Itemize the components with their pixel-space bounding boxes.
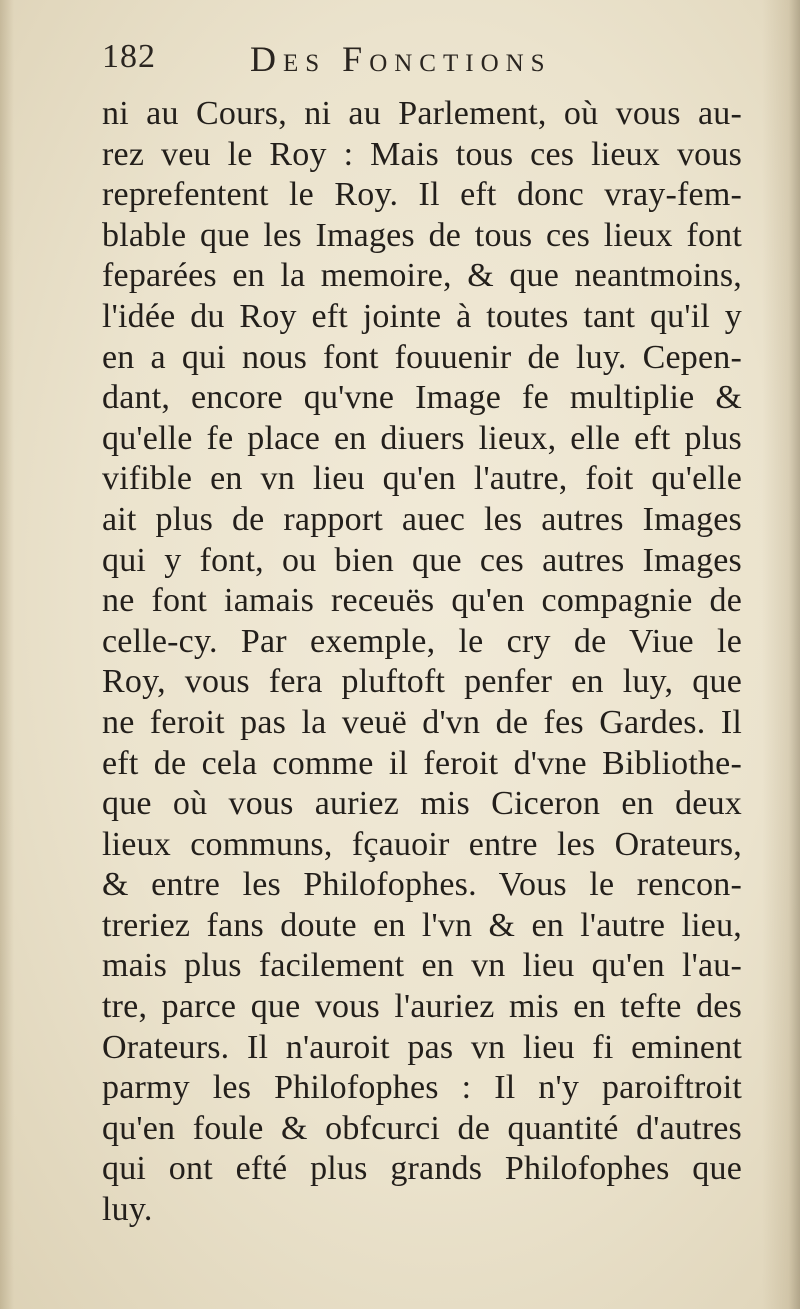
text-line: vifible en vn lieu qu'en l'autre, foit qu'elle: [102, 460, 742, 498]
text-line: & entre les Philofophes. Vous le rencon-: [102, 866, 742, 904]
running-head-title: Des Fonctions: [250, 39, 552, 79]
text-line: mais plus facilement en vn lieu qu'en l'au-: [102, 947, 742, 985]
text-line: celle-cy. Par exemple, le cry de Viue le: [102, 622, 742, 660]
text-line: en a qui nous font fouuenir de luy. Cepen-: [102, 338, 742, 376]
text-line: ne font iamais receuës qu'en compagnie de: [102, 582, 742, 620]
text-line: parmy les Philofophes : Il n'y paroiftroit: [102, 1069, 742, 1107]
text-line: treriez fans doute en l'vn & en l'autre lieu,: [102, 906, 742, 944]
text-line: ni au Cours, ni au Parlement, où vous au-: [102, 95, 742, 132]
body-text: [102, 94, 742, 1231]
text-line: l'idée du Roy eft jointe à toutes tant qu'il y: [102, 297, 742, 335]
text-line: tre, parce que vous l'auriez mis en tefte des: [102, 988, 742, 1026]
text-line: feparées en la memoire, & que neantmoins,: [102, 257, 742, 295]
text-line: eft de cela comme il feroit d'vne Bibliothe-: [102, 744, 742, 782]
text-line: ne feroit pas la veuë d'vn de fes Gardes. Il: [102, 703, 742, 741]
text-line: qu'en foule & obfcurci de quantité d'autres: [102, 1109, 742, 1147]
text-line: ait plus de rapport auec les autres Images: [102, 500, 742, 538]
text-line: que où vous auriez mis Ciceron en deux: [102, 785, 742, 823]
text-line: qui ont efté plus grands Philofophes que: [102, 1150, 742, 1188]
text-line: reprefentent le Roy. Il eft donc vray-fem-: [102, 176, 742, 214]
page-number: 182: [102, 38, 156, 75]
text-line: lieux communs, fçauoir entre les Orateurs,: [102, 825, 742, 863]
text-line: qui y font, ou bien que ces autres Images: [102, 541, 742, 579]
text-line: rez veu le Roy : Mais tous ces lieux vous: [102, 135, 742, 173]
text-line: Roy, vous fera pluftoft penfer en luy, que: [102, 663, 742, 701]
text-line: luy.: [102, 1191, 153, 1229]
text-line: blable que les Images de tous ces lieux font: [102, 216, 742, 254]
text-line: dant, encore qu'vne Image fe multiplie &: [102, 379, 742, 417]
text-line: qu'elle fe place en diuers lieux, elle eft plus: [102, 419, 742, 457]
text-line: Orateurs. Il n'auroit pas vn lieu fi eminent: [102, 1028, 742, 1066]
running-head: [102, 38, 682, 90]
